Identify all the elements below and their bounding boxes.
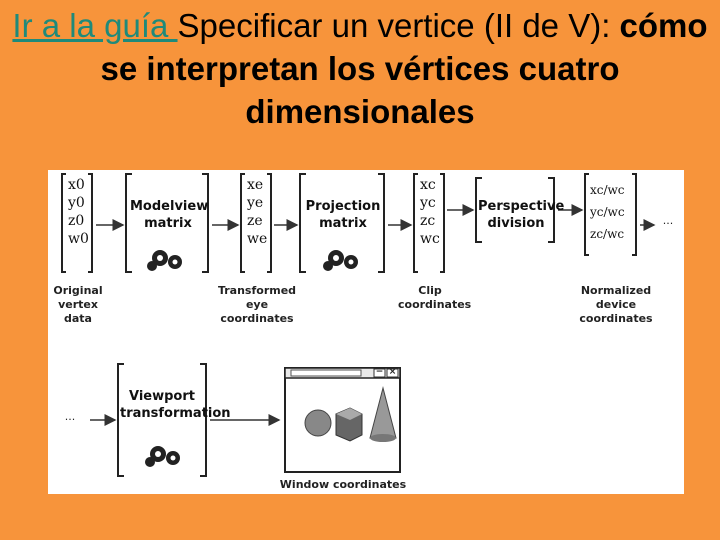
vector-entry: y0 bbox=[68, 195, 85, 211]
ellipsis-left: ... bbox=[64, 410, 76, 423]
vector-entry: x0 bbox=[68, 177, 85, 193]
vector-entry: z0 bbox=[68, 213, 85, 229]
vector-eye bbox=[247, 176, 267, 248]
pipeline-diagram bbox=[48, 170, 684, 494]
vector-entry: xe bbox=[247, 177, 264, 193]
vector-entry: xc/wc bbox=[590, 183, 625, 197]
vector-original bbox=[68, 176, 89, 248]
vector-entry: w0 bbox=[68, 231, 89, 247]
caption-clip: Clip coordinates bbox=[398, 284, 472, 311]
vector-entry: yc/wc bbox=[590, 205, 625, 219]
viewport-label: Viewport transformation bbox=[120, 389, 231, 421]
modelview-label: Modelview matrix bbox=[130, 199, 209, 231]
vector-entry: we bbox=[247, 231, 268, 247]
caption-original: Original vertex data bbox=[53, 284, 103, 325]
vector-entry: zc bbox=[420, 213, 436, 229]
guide-link[interactable]: Ir a la guía bbox=[12, 7, 178, 44]
vector-entry: zc/wc bbox=[590, 227, 625, 241]
close-icon[interactable]: × bbox=[388, 367, 397, 377]
caption-window: Window coordinates bbox=[279, 478, 407, 491]
title-bold: cómo se interpretan los vértices cuatro dimensionales bbox=[100, 7, 708, 130]
vector-normalized bbox=[590, 179, 625, 245]
title-plain: Specificar un vertice (II de V): bbox=[177, 7, 620, 44]
vector-entry: yc bbox=[420, 195, 436, 211]
vector-entry: ze bbox=[247, 213, 263, 229]
slide-title bbox=[0, 4, 720, 133]
vector-clip bbox=[420, 176, 440, 248]
vector-entry: ye bbox=[247, 195, 264, 211]
vector-entry: wc bbox=[420, 231, 440, 247]
projection-label: Projection matrix bbox=[305, 199, 381, 231]
caption-eye: Transformed eye coordinates bbox=[217, 284, 297, 325]
perspective-label: Perspective division bbox=[478, 199, 565, 231]
minimize-icon[interactable]: − bbox=[375, 367, 384, 377]
caption-normalized: Normalized device coordinates bbox=[579, 284, 653, 325]
vector-entry: xc bbox=[420, 177, 436, 193]
ellipsis-right: ... bbox=[662, 214, 674, 227]
